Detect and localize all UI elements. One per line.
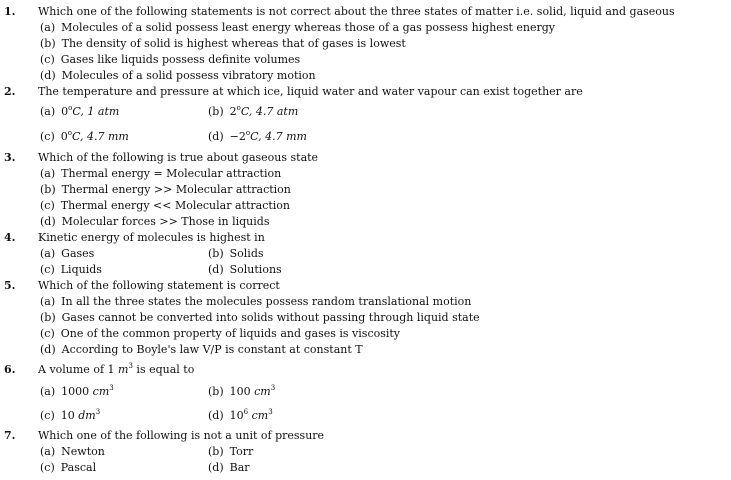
question-text-end: is equal to	[136, 363, 195, 376]
option-a	[40, 104, 119, 120]
option-text: Thermal energy << Molecular attraction	[60, 199, 290, 212]
option-label: (d)	[208, 409, 224, 422]
option-label: (c)	[40, 461, 55, 474]
option-label: (b)	[208, 105, 224, 118]
option-label: (c)	[40, 409, 55, 422]
option-value: −2	[229, 130, 246, 143]
option-label: (b)	[208, 247, 224, 260]
option-a	[40, 246, 94, 262]
option-b	[40, 36, 406, 52]
option-text: Solutions	[229, 263, 282, 276]
option-c	[40, 460, 96, 476]
option-label: (a)	[40, 105, 56, 118]
question-text: Which one of the following is not a unit of pressure	[38, 429, 325, 442]
option-text: The density of solid is highest whereas that of gases is lowest	[61, 37, 406, 50]
option-unit: C, 4.7 atm	[240, 105, 299, 118]
option-text: Solids	[229, 247, 264, 260]
option-label: (d)	[40, 215, 56, 228]
option-c	[40, 408, 100, 424]
question-number: 3.	[4, 151, 16, 164]
option-label: (c)	[40, 263, 55, 276]
option-text: Bar	[229, 461, 250, 474]
option-value: 0	[60, 130, 68, 143]
option-unit: C, 4.7 mm	[71, 130, 129, 143]
option-d	[208, 262, 282, 278]
option-unit: C, 4.7 mm	[250, 130, 307, 143]
option-b	[40, 182, 291, 198]
option-text: Gases like liquids possess definite volumes	[60, 53, 301, 66]
question-text-start: A volume of 1	[38, 363, 115, 376]
option-label: (c)	[40, 199, 55, 212]
option-label: (b)	[40, 183, 56, 196]
option-b	[208, 246, 264, 262]
exponent: 6	[243, 408, 249, 416]
option-label: (b)	[40, 37, 56, 50]
option-c	[40, 52, 300, 68]
option-a	[40, 294, 471, 310]
option-label: (d)	[208, 130, 224, 143]
question-number: 6.	[4, 363, 16, 376]
option-text: Thermal energy = Molecular attraction	[61, 167, 282, 180]
option-label: (a)	[40, 445, 56, 458]
degree-sup: o	[67, 129, 72, 137]
option-label: (a)	[40, 21, 56, 34]
option-c	[40, 129, 129, 145]
option-a	[40, 444, 105, 460]
option-value: 10	[229, 409, 244, 422]
option-d	[40, 68, 316, 84]
option-label: (d)	[208, 263, 224, 276]
option-d	[208, 129, 307, 145]
option-d	[40, 342, 363, 358]
question-number: 2.	[4, 85, 16, 98]
option-label: (b)	[208, 445, 224, 458]
option-b	[208, 444, 253, 460]
option-d	[208, 408, 273, 424]
exponent: 3	[109, 384, 114, 392]
option-text: Thermal energy >> Molecular attraction	[61, 183, 291, 196]
option-c	[40, 198, 290, 214]
option-d	[208, 460, 250, 476]
question-text	[38, 362, 194, 378]
option-text: In all the three states the molecules possess random translational motion	[61, 295, 472, 308]
option-text: Molecules of a solid possess vibratory motion	[61, 69, 316, 82]
option-text: Gases cannot be converted into solids without passing through liquid state	[61, 311, 480, 324]
option-text: According to Boyle's law V/P is constant at constant T	[61, 343, 363, 356]
question-text: Which one of the following statements is not correct about the three states of matter i.e. solid, liquid and gaseous	[38, 5, 675, 18]
option-label: (c)	[40, 53, 55, 66]
exponent: 3	[268, 408, 273, 416]
option-text: Torr	[229, 445, 254, 458]
option-text: Molecular forces >> Those in liquids	[61, 215, 270, 228]
option-b	[40, 310, 480, 326]
option-label: (d)	[40, 69, 56, 82]
exponent: 3	[95, 408, 101, 416]
option-a	[40, 166, 281, 182]
option-value: 1000	[61, 385, 90, 398]
option-label: (d)	[208, 461, 224, 474]
option-label: (c)	[40, 130, 55, 143]
option-c	[40, 326, 400, 342]
option-text: One of the common property of liquids and gases is viscosity	[60, 327, 401, 340]
option-c	[40, 262, 102, 278]
option-label: (a)	[40, 247, 56, 260]
option-text: Molecules of a solid possess least energy whereas those of a gas possess highest energy	[61, 21, 555, 34]
option-label: (d)	[40, 343, 56, 356]
option-text: Liquids	[60, 263, 102, 276]
option-b	[208, 384, 275, 400]
question-text: The temperature and pressure at which ice, liquid water and water vapour can exist together are	[38, 85, 583, 98]
option-label: (a)	[40, 385, 56, 398]
option-label: (b)	[40, 311, 56, 324]
option-text: Newton	[61, 445, 105, 458]
option-value: 0	[61, 105, 69, 118]
option-value: 100	[229, 385, 251, 398]
question-text: Which of the following statement is correct	[38, 279, 280, 292]
option-unit: cm	[254, 385, 271, 398]
option-value: 10	[60, 409, 75, 422]
question-number: 1.	[4, 5, 16, 18]
option-label: (b)	[208, 385, 224, 398]
degree-sup: o	[68, 104, 73, 112]
option-unit: cm	[92, 385, 110, 398]
option-label: (a)	[40, 167, 56, 180]
option-unit: dm	[78, 409, 96, 422]
exponent: 3	[128, 362, 133, 370]
degree-sup: o	[236, 104, 241, 112]
option-b	[208, 104, 298, 120]
exponent: 3	[270, 384, 276, 392]
question-number: 5.	[4, 279, 16, 292]
option-unit: cm	[251, 409, 269, 422]
option-a	[40, 20, 555, 36]
option-a	[40, 384, 114, 400]
option-label: (a)	[40, 295, 56, 308]
question-number: 7.	[4, 429, 16, 442]
question-text: Kinetic energy of molecules is highest in	[38, 231, 265, 244]
question-text: Which of the following is true about gaseous state	[38, 151, 319, 164]
unit: m	[118, 363, 129, 376]
option-text: Gases	[61, 247, 95, 260]
option-label: (c)	[40, 327, 55, 340]
option-text: Pascal	[60, 461, 97, 474]
question-number: 4.	[4, 231, 16, 244]
degree-sup: o	[245, 129, 251, 137]
option-unit: C, 1 atm	[72, 105, 120, 118]
option-d	[40, 214, 269, 230]
option-value: 2	[229, 105, 237, 118]
